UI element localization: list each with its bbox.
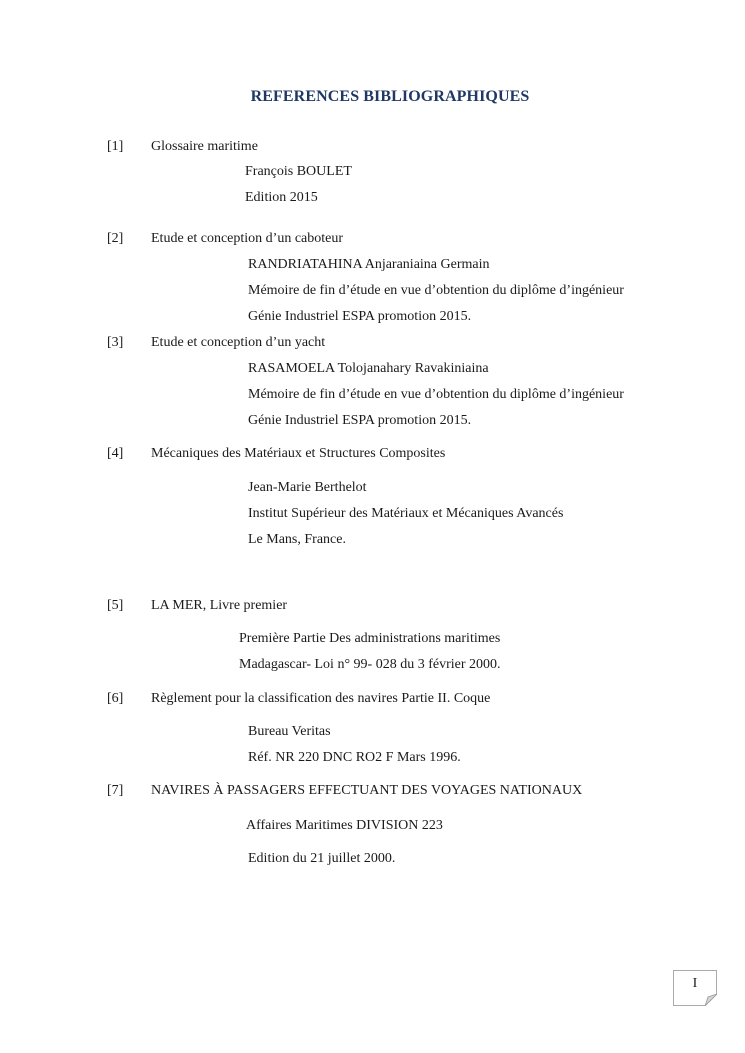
reference-detail: Mémoire de fin d’étude en vue d’obtention du diplôme d’ingénieur [248,283,624,298]
reference-number: [6] [107,691,124,706]
reference-number: [2] [107,231,124,246]
page-number-box [673,970,717,1006]
reference-title: Etude et conception d’un yacht [151,335,326,350]
reference-number: [7] [107,783,124,798]
reference-title: Mécaniques des Matériaux et Structures Composites [151,446,446,461]
reference-detail: Edition 2015 [245,190,318,205]
reference-title: Etude et conception d’un caboteur [151,231,344,246]
reference-detail: Edition du 21 juillet 2000. [248,851,396,866]
reference-detail: Génie Industriel ESPA promotion 2015. [248,309,472,324]
reference-title: Règlement pour la classification des navires Partie II. Coque [151,691,491,706]
reference-detail: Bureau Veritas [248,724,331,739]
reference-number: [5] [107,598,124,613]
page-title: REFERENCES BIBLIOGRAPHIQUES [250,88,530,105]
reference-detail: Le Mans, France. [248,532,346,547]
reference-detail: Madagascar- Loi n° 99- 028 du 3 février 2000. [239,657,501,672]
reference-title: Glossaire maritime [151,139,258,154]
reference-detail: RASAMOELA Tolojanahary Ravakiniaina [248,361,489,376]
reference-detail: RANDRIATAHINA Anjaraniaina Germain [248,257,490,272]
reference-detail: François BOULET [245,164,352,179]
folded-corner-icon [705,994,717,1006]
reference-detail: Génie Industriel ESPA promotion 2015. [248,413,472,428]
reference-number: [3] [107,335,124,350]
page-number: I [692,976,698,991]
reference-detail: Affaires Maritimes DIVISION 223 [246,818,443,833]
reference-title: LA MER, Livre premier [151,598,288,613]
reference-number: [1] [107,139,124,154]
reference-detail: Première Partie Des administrations maritimes [239,631,501,646]
reference-detail: Réf. NR 220 DNC RO2 F Mars 1996. [248,750,461,765]
reference-detail: Mémoire de fin d’étude en vue d’obtention du diplôme d’ingénieur [248,387,624,402]
reference-title: NAVIRES À PASSAGERS EFFECTUANT DES VOYAGES NATIONAUX [151,783,583,798]
reference-detail: Institut Supérieur des Matériaux et Mécaniques Avancés [248,506,564,521]
reference-number: [4] [107,446,124,461]
reference-detail: Jean-Marie Berthelot [248,480,367,495]
